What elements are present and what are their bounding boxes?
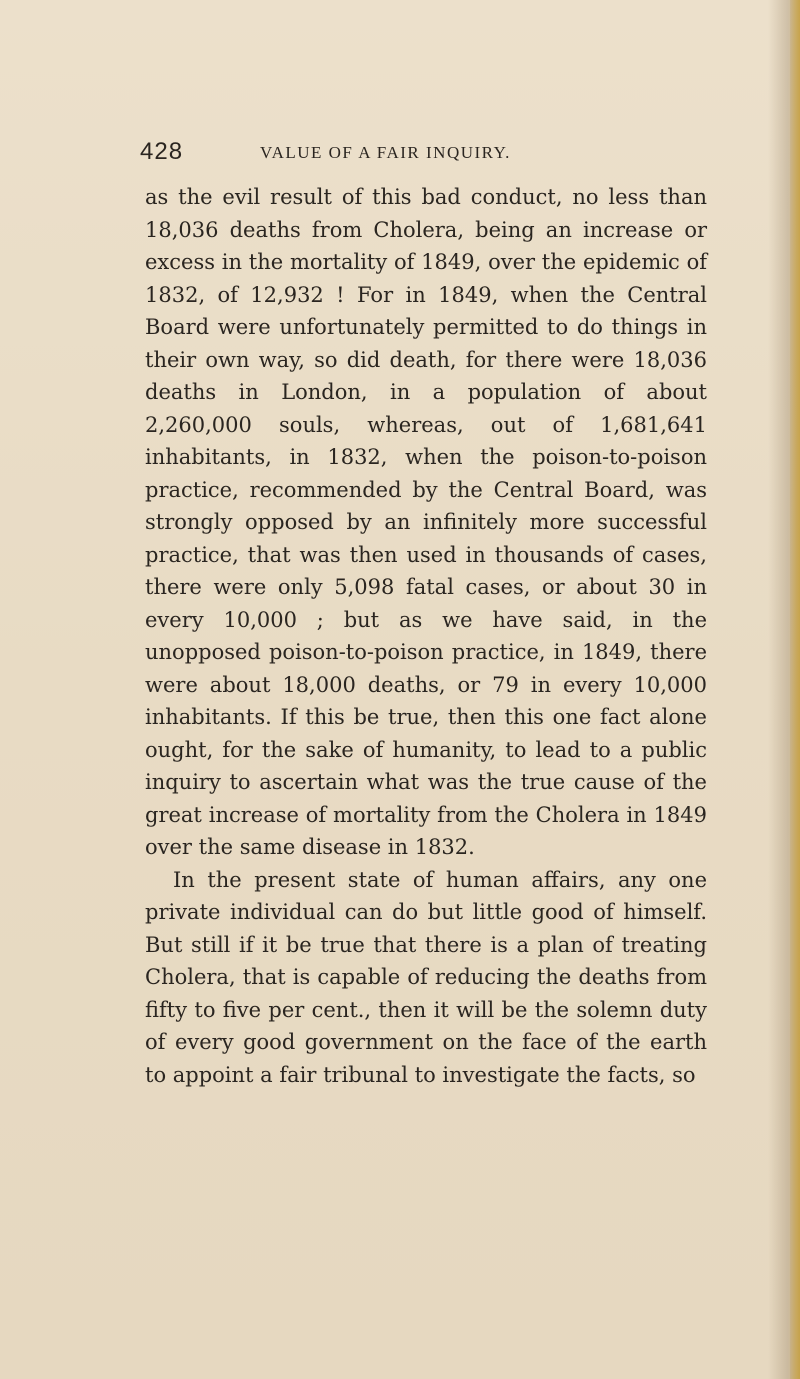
page-number: 428: [140, 138, 184, 165]
running-head: [140, 138, 720, 178]
paragraph-1: as the evil result of this bad conduct, no less than 18,036 deaths from Cholera, being an increase or excess in the mortality of 1849, over the epidemic of 1832, of 12,932 ! For in 1849, when the Central Board were unfortunately permitted to do things in their own way, so did death, for there were 18,036 deaths in London, in a population of about 2,260,000 souls, whereas, out of 1,681,641 inhabitants, in 1832, when the poison-to-poison practice, recommended by the Central Board, was strongly opposed by an infinitely more successful practice, that was then used in thousands of cases, there were only 5,098 fatal cases, or about 30 in every 10,000 ; but as we have said, in the unopposed poison-to-poison practice, in 1849, there were about 18,000 deaths, or 79 in every 10,000 inhabitants. If this be true, then this one fact alone ought, for the sake of humanity, to lead to a public inquiry to ascertain what was the true cause of the great increase of mortality from the Cholera in 1849 over the same disease in 1832.: [145, 185, 707, 859]
paragraph-2: In the present state of human affairs, any one private individual can do but little good of himself. But still if it be true that there is a plan of treating Cholera, that is capable of reducing the deaths from fifty to five per cent., then it will be the solemn duty of every good government on the face of the earth to appoint a fair tribunal to investigate the facts, so: [145, 867, 707, 1087]
running-title: VALUE OF A FAIR INQUIRY.: [260, 143, 511, 162]
body-text: [145, 181, 707, 1091]
page-edge: [790, 0, 800, 1379]
